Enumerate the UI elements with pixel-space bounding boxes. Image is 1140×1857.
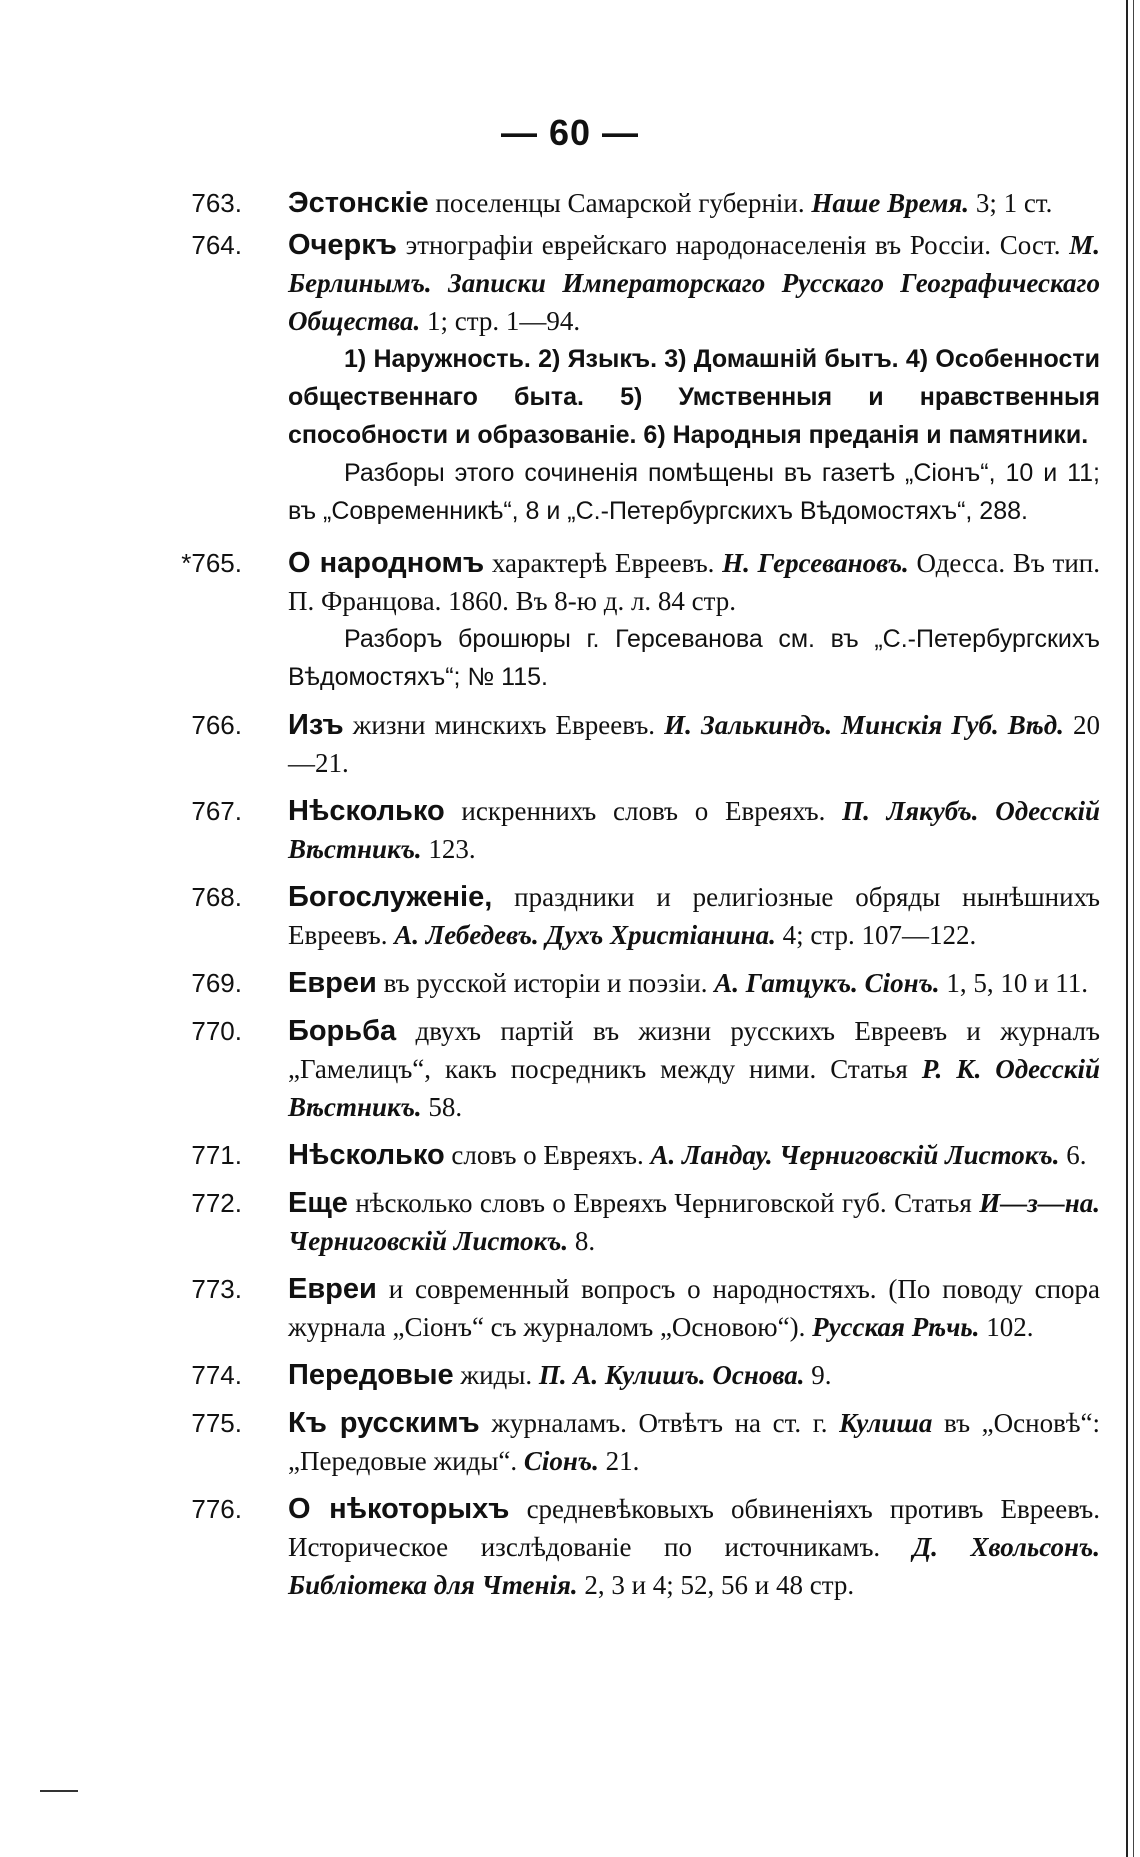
entry-source: Сіонъ. [523, 1446, 599, 1476]
entry-source: Русская Рѣчь. [812, 1312, 980, 1342]
entry-tail: 2, 3 и 4; 52, 56 и 48 стр. [577, 1570, 855, 1600]
entry-contents: 1) Наружность. 2) Языкъ. 3) Домашній бытъ. 4) Особенности общественнаго быта. 5) Умственныя и нравственныя способности и образованіе. 6) Народныя преданія и памятники. [288, 345, 1100, 449]
entry-text: журналамъ. Отвѣтъ на ст. г. [479, 1408, 840, 1438]
entry-text: нѣсколько словъ о Евреяхъ Черниговской губ. Статья [347, 1188, 980, 1218]
entry-title: Очеркъ [288, 229, 397, 261]
entry-number: 770. [191, 1016, 242, 1046]
bibliography-entry [150, 706, 1100, 782]
entry-text: этнографіи еврейскаго народонаселенія въ Россіи. Сост. [396, 230, 1070, 260]
entry-body [288, 706, 1100, 782]
entry-source: Записки Императорскаго Русскаго Географическаго Общества. [288, 268, 1100, 336]
entry-text: жиды. [453, 1360, 539, 1390]
entry-tail: 20—21. [288, 710, 1101, 778]
entry-number: 771. [191, 1140, 242, 1170]
entry-author: Кулиша [839, 1408, 933, 1438]
entry-number: 772. [191, 1188, 242, 1218]
entry-number: 774. [191, 1360, 242, 1390]
entry-title: Передовые [288, 1359, 454, 1391]
entry-body [288, 964, 1100, 1002]
page-edge-rule-inner [1133, 0, 1134, 1857]
entry-text: характерѣ Евреевъ. [484, 548, 723, 578]
page-edge-rule [1126, 0, 1128, 1857]
entry-number: 763. [191, 188, 242, 218]
entry-body [288, 878, 1100, 954]
bibliography-entry [150, 184, 1100, 222]
entry-tail: Одесса. Въ тип. П. Францова. 1860. Въ 8-ю д. л. 84 стр. [288, 548, 1100, 616]
bibliography-entry [150, 792, 1100, 868]
entry-text: праздники и религіозные обряды нынѣшнихъ Евреевъ. [288, 882, 1100, 950]
entry-tail: 9. [804, 1360, 832, 1390]
entry-title: Нѣсколько [288, 1139, 445, 1171]
entry-text: словъ о Евреяхъ. [444, 1140, 651, 1170]
entry-text: искреннихъ словъ о Евреяхъ. [444, 796, 843, 826]
entry-author: П. Лякубъ. [842, 796, 979, 826]
entry-number: 764. [191, 230, 242, 260]
entry-number: 769. [191, 968, 242, 998]
bibliography-entry [150, 1404, 1100, 1480]
entry-text: поселенцы Самарской губерніи. [428, 188, 812, 218]
entry-tail-2: 21. [598, 1446, 640, 1476]
entry-tail: 1; стр. 1—94. [420, 306, 581, 336]
entry-title: Нѣсколько [288, 795, 445, 827]
entry-tail: 3; 1 ст. [969, 188, 1053, 218]
entry-tail: 123. [421, 834, 476, 864]
entry-body [288, 1404, 1100, 1480]
entry-body [288, 1490, 1100, 1604]
entry-note: Разборы этого сочиненія помѣщены въ газетѣ „Сіонъ“, 10 и 11; въ „Современникѣ“, 8 и „С.-Петербургскихъ Вѣдомостяхъ“, 288. [288, 459, 1100, 525]
entry-number: 775. [191, 1408, 242, 1438]
footer-rule [40, 1790, 78, 1792]
entry-author: Д. Хвольсонъ. [912, 1532, 1100, 1562]
entry-title: О народномъ [288, 547, 485, 579]
entry-author: А. Гатцукъ. [714, 968, 858, 998]
entry-source: Черниговскій Листокъ. [288, 1226, 569, 1256]
entry-source: Одесскій Вѣстникъ. [288, 796, 1101, 864]
entry-text: жизни минскихъ Евреевъ. [343, 710, 665, 740]
entry-author: И. Залькиндъ. [664, 710, 833, 740]
bibliography-entry [150, 226, 1100, 530]
entry-text: двухъ партій въ жизни русскихъ Евреевъ и журналъ „Гамелицъ“, какъ посредникъ между ними. Статья [288, 1016, 1100, 1084]
entry-title: Евреи [288, 967, 377, 999]
entry-tail: въ „Основѣ“: „Передовые жиды“. [288, 1408, 1100, 1476]
entry-title: Богослуженіе, [288, 881, 493, 913]
bibliography-entry [150, 964, 1100, 1002]
bibliography-entry [150, 1136, 1100, 1174]
entry-body [288, 1356, 1100, 1394]
bibliography-entry [150, 1490, 1100, 1604]
entry-number: 766. [191, 710, 242, 740]
bibliography-entry [150, 544, 1100, 696]
entry-source: Духъ Христіанина. [538, 920, 776, 950]
entry-tail: 102. [979, 1312, 1034, 1342]
entry-tail: 8. [568, 1226, 596, 1256]
entry-source: Одесскій Вѣстникъ. [288, 1054, 1100, 1122]
entry-author: П. А. Кулишъ. [538, 1360, 706, 1390]
entry-body [288, 1136, 1100, 1174]
entry-note: Разборъ брошюры г. Герсеванова см. въ „С.-Петербургскихъ Вѣдомостяхъ“; № 115. [288, 625, 1100, 691]
entry-text: въ русской исторіи и поэзіи. [376, 968, 715, 998]
entry-number: 776. [191, 1494, 242, 1524]
entry-source: Черниговскій Листокъ. [772, 1140, 1060, 1170]
entry-body [288, 1270, 1100, 1346]
entry-title: Къ русскимъ [288, 1407, 480, 1439]
page-number: — 60 — [500, 112, 640, 153]
entry-author: М. Берлинымъ. [288, 230, 1100, 298]
entry-body [288, 792, 1100, 868]
entry-author: А. Ландау. [650, 1140, 773, 1170]
entry-title: Борьба [288, 1015, 397, 1047]
entry-number: 773. [191, 1274, 242, 1304]
bibliography-entry [150, 1356, 1100, 1394]
entry-source: Сіонъ. [857, 968, 940, 998]
bibliography-entry [150, 878, 1100, 954]
entry-text: и современный вопросъ о народностяхъ. (По поводу спора журнала „Сіонъ“ съ журналомъ „Основою“). [288, 1274, 1100, 1342]
entry-title: Эстонскіе [288, 187, 429, 219]
entry-source: Основа. [705, 1360, 805, 1390]
entry-body [288, 544, 1100, 620]
bibliography-entry [150, 1184, 1100, 1260]
entry-tail: 1, 5, 10 и 11. [939, 968, 1089, 998]
entry-title: Изъ [288, 709, 344, 741]
bibliography-entry [150, 1270, 1100, 1346]
bibliography-list [150, 184, 1100, 1604]
entry-number: 767. [191, 796, 242, 826]
entry-body [288, 1012, 1100, 1126]
entry-source: Библіотека для Чтенія. [288, 1570, 578, 1600]
entry-tail: 4; стр. 107—122. [775, 920, 977, 950]
entry-title: Евреи [288, 1273, 377, 1305]
entry-author: А. Лебедевъ. [394, 920, 539, 950]
entry-body [288, 184, 1100, 222]
entry-number: 768. [191, 882, 242, 912]
entry-author: Р. К. [921, 1054, 982, 1084]
bibliography-entry [150, 1012, 1100, 1126]
entry-source: Наше Время. [811, 188, 970, 218]
entry-source: Минскія Губ. Вѣд. [832, 710, 1064, 740]
entry-title: Еще [288, 1187, 348, 1219]
entry-body [288, 1184, 1100, 1260]
entry-text: средневѣковыхъ обвиненіяхъ противъ Евреевъ. Историческое изслѣдованіе по источникамъ. [288, 1494, 1100, 1562]
entry-body [288, 226, 1100, 340]
entry-author: И—з—на. [979, 1188, 1100, 1218]
entry-tail: 6. [1059, 1140, 1087, 1170]
entry-author: Н. Герсевановъ. [722, 548, 909, 578]
entry-number: *765. [181, 548, 242, 578]
entry-tail: 58. [421, 1092, 463, 1122]
entry-title: О нѣкоторыхъ [288, 1493, 510, 1525]
